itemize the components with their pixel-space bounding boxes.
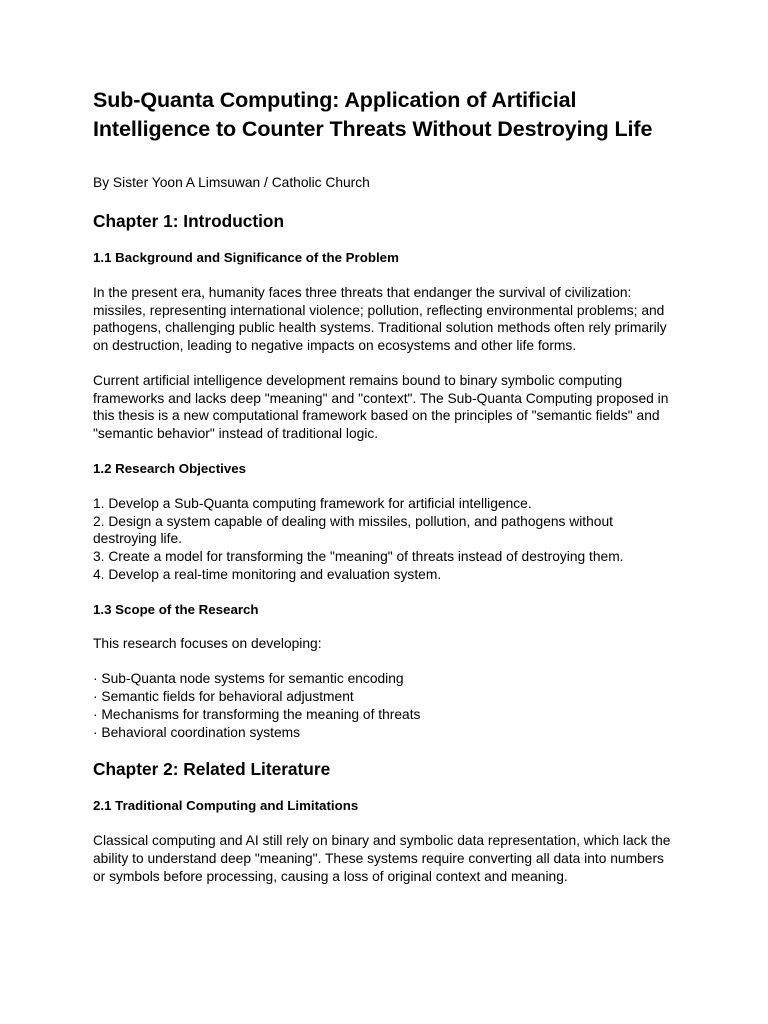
research-objectives-list	[93, 495, 678, 584]
list-item: 1. Develop a Sub-Quanta computing framework for artificial intelligence.	[93, 495, 532, 511]
chapter-1-heading: Chapter 1: Introduction	[93, 211, 285, 231]
list-item: · Behavioral coordination systems	[93, 724, 301, 740]
list-item: · Semantic fields for behavioral adjustment	[93, 689, 354, 705]
chapter-2-heading: Chapter 2: Related Literature	[93, 759, 331, 780]
section-1-3-intro: This research focuses on developing:	[93, 636, 322, 652]
section-2-1-paragraph-1: Classical computing and AI still rely on binary and symbolic data representation, which lack the ability to understand deep "meaning". These systems require converting all data into numbers or symbols before processing, causing a loss of original context and meaning.	[93, 833, 671, 884]
list-item: 3. Create a model for transforming the "meaning" of threats instead of destroying them.	[93, 549, 624, 565]
author-byline: By Sister Yoon A Limsuwan / Catholic Church	[93, 175, 370, 190]
section-1-3-heading: 1.3 Scope of the Research	[93, 601, 259, 617]
research-scope-list	[93, 670, 678, 741]
list-item: 2. Design a system capable of dealing with missiles, pollution, and pathogens without destroying life.	[93, 513, 613, 547]
section-1-1-paragraph-1: In the present era, humanity faces three threats that endanger the survival of civilization: missiles, representing international violence; pollution, reflecting environmental problems; and pathogens, challenging public health systems. Traditional solution methods often rely primarily on destruction, leading to negative impacts on ecosystems and other life forms.	[93, 284, 667, 354]
section-1-1-paragraph-2: Current artificial intelligence development remains bound to binary symbolic computing frameworks and lacks deep "meaning" and "context". The Sub-Quanta Computing proposed in this thesis is a new computational framework based on the principles of "semantic fields" and "semantic behavior" instead of traditional logic.	[93, 372, 669, 442]
section-1-1-heading: 1.1 Background and Significance of the Problem	[93, 250, 399, 265]
list-item: · Sub-Quanta node systems for semantic encoding	[93, 671, 404, 687]
list-item: · Mechanisms for transforming the meaning of threats	[93, 706, 421, 722]
list-item: 4. Develop a real-time monitoring and evaluation system.	[93, 566, 442, 582]
section-1-2-heading: 1.2 Research Objectives	[93, 461, 247, 477]
document-title: Sub-Quanta Computing: Application of Artificial Intelligence to Counter Threats Without Destroying Life	[93, 88, 653, 141]
section-2-1-heading: 2.1 Traditional Computing and Limitations	[93, 798, 359, 814]
